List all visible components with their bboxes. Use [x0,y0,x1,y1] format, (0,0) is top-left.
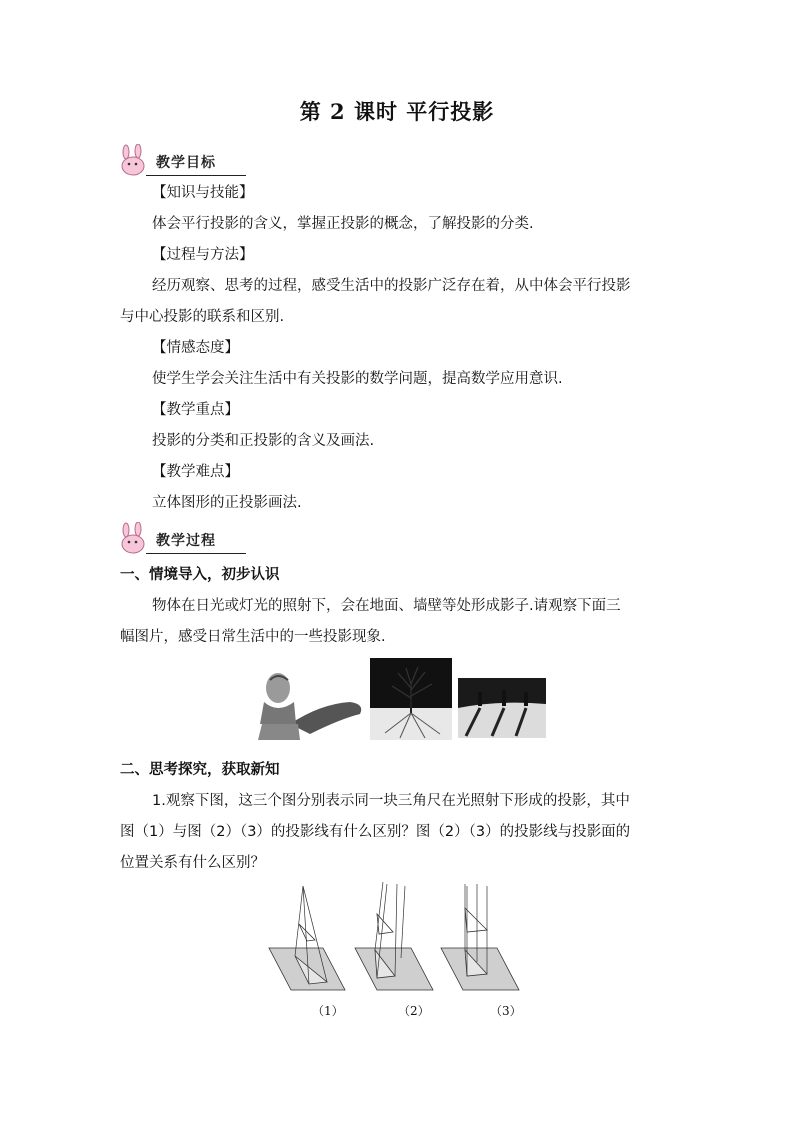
part1-text-2: 幅图片，感受日常生活中的一些投影现象. [120,629,386,645]
page-title: 第 2 课时 平行投影 [299,99,495,124]
rabbit-mascot-icon [116,144,150,178]
text-process-2: 与中心投影的联系和区别. [120,309,285,325]
tag-knowledge: 【知识与技能】 [152,185,254,201]
part1-text-1: 物体在日光或灯光的照射下，会在地面、墙壁等处形成影子.请观察下面三 [152,598,621,614]
tree-shadow-photo [370,658,452,740]
projection-figure-1 [269,886,345,990]
text-difficulty: 立体图形的正投影画法. [152,495,302,511]
part2-title: 二、思考探究，获取新知 [120,761,280,778]
text-process-1: 经历观察、思考的过程，感受生活中的投影广泛存在着，从中体会平行投影 [152,278,631,294]
section-heading-label: 教学目标 [156,155,216,171]
text-attitude: 使学生学会关注生活中有关投影的数学问题，提高数学应用意识. [152,371,563,387]
part2-text-1: 1.观察下图，这三个图分别表示同一块三角尺在光照射下形成的投影，其中 [152,793,630,809]
tag-attitude: 【情感态度】 [152,340,239,356]
rabbit-mascot-icon [116,522,150,556]
caption-figure-2: （2） [398,1004,430,1018]
tag-process: 【过程与方法】 [152,247,254,263]
bust-shadow-photo [250,664,368,740]
section-heading-teaching-goals [116,144,246,178]
projection-diagram [265,878,530,998]
text-key-point: 投影的分类和正投影的含义及画法. [152,433,375,449]
part1-title: 一、情境导入，初步认识 [120,566,280,583]
projection-figure-2 [355,882,433,990]
tag-difficulty: 【教学难点】 [152,464,239,480]
caption-figure-3: （3） [490,1004,522,1018]
tag-key-point: 【教学重点】 [152,402,239,418]
projection-figure-3 [441,884,519,990]
people-shadow-photo [458,678,546,738]
part2-text-3: 位置关系有什么区别？ [120,855,265,871]
part2-text-2: 图（1）与图（2）（3）的投影线有什么区别？图（2）（3）的投影线与投影面的 [120,824,631,840]
text-knowledge: 体会平行投影的含义，掌握正投影的概念，了解投影的分类. [152,216,534,232]
section-heading-label: 教学过程 [156,533,216,549]
caption-figure-1: （1） [312,1004,344,1018]
section-heading-teaching-process [116,522,246,556]
